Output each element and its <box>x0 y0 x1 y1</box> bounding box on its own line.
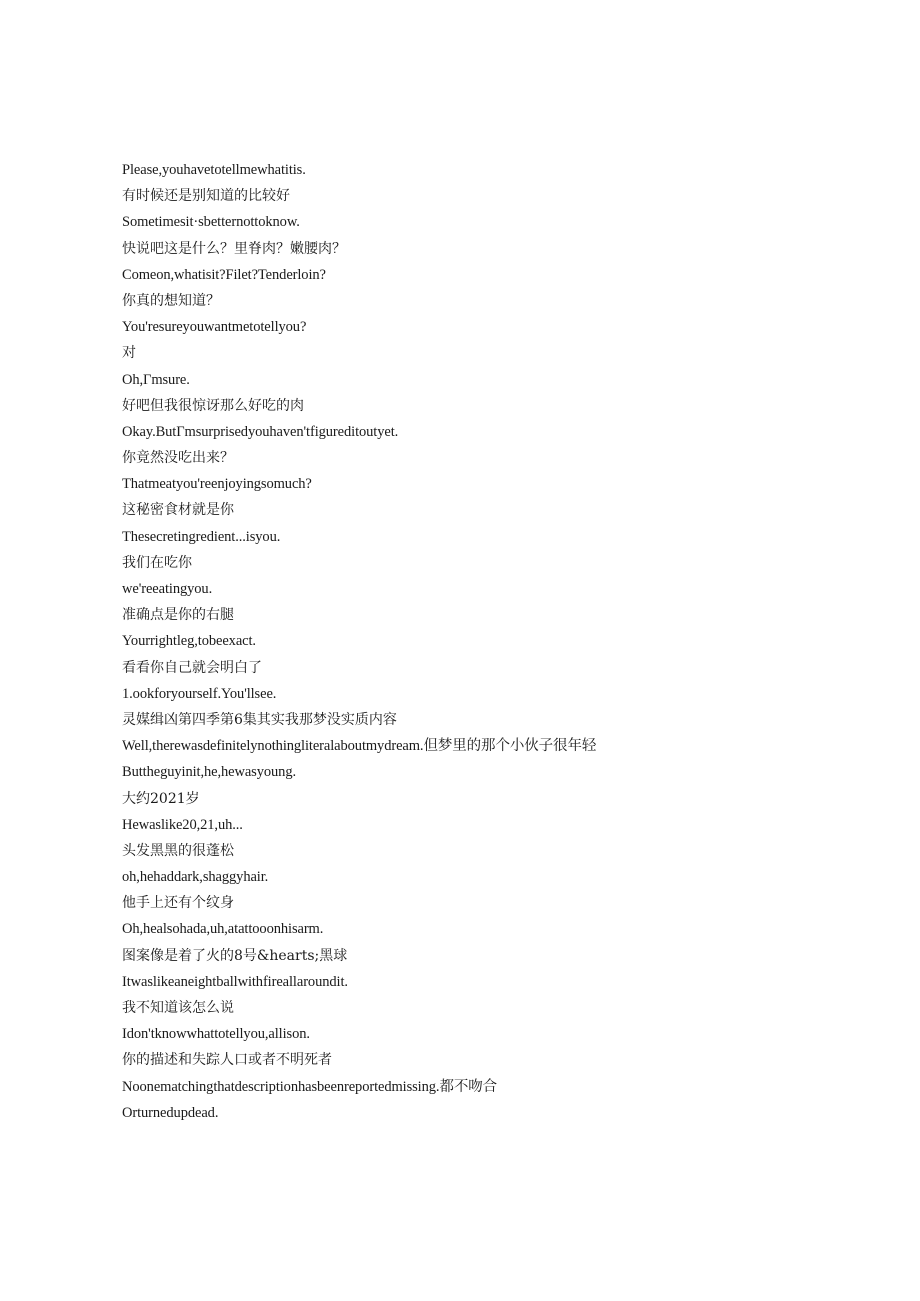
english-subtitle-line: Sometimesit·sbetternottoknow. <box>122 214 300 231</box>
subtitle-lines <box>122 157 822 1126</box>
english-subtitle-line: we'reeatingyou. <box>122 581 213 597</box>
english-subtitle-line: oh,hehaddark,shaggyhair. <box>122 869 269 886</box>
chinese-subtitle-line: 大约2021岁 <box>122 790 200 807</box>
english-subtitle-line: Orturnedupdead. <box>122 1104 219 1121</box>
english-subtitle-line: Please,youhavetotellmewhatitis. <box>122 162 306 178</box>
chinese-subtitle-line: 我不知道该怎么说 <box>122 1000 234 1016</box>
english-subtitle-line: Thatmeatyou'reenjoyingsomuch? <box>122 476 312 493</box>
chinese-subtitle-line: 我们在吃你 <box>122 554 192 571</box>
english-subtitle-line: Thesecretingredient...isyou. <box>122 528 281 545</box>
chinese-subtitle-line: 你真的想知道？ <box>122 292 220 309</box>
chinese-subtitle-line: 对 <box>122 345 136 362</box>
english-subtitle-line: Buttheguyinit,he,hewasyoung. <box>122 764 296 781</box>
english-subtitle-line: Comeon,whatisit?Filet?Tenderloin? <box>122 266 326 283</box>
chinese-subtitle-line: 看看你自己就会明白了 <box>122 659 262 676</box>
chinese-subtitle-line: 好吧但我很惊讶那么好吃的肉 <box>122 397 304 414</box>
chinese-subtitle-line: 有时候还是别知道的比较好 <box>122 188 290 205</box>
chinese-subtitle-line: 这秘密食材就是你 <box>122 502 234 519</box>
english-subtitle-line: Okay.ButΓmsurprisedyouhaven'tfigureditoutyet. <box>122 423 399 440</box>
english-subtitle-line: Hewaslike20,21,uh... <box>122 816 243 833</box>
english-subtitle-line: Idon'tknowwhattotellyou,allison. <box>122 1026 310 1043</box>
chinese-subtitle-line: 头发黑黑的很蓬松 <box>122 842 234 859</box>
english-subtitle-line: Well,therewasdefinitelynothingliteralaboutmydream.但梦里的那个小伙子很年轻 <box>122 738 597 755</box>
chinese-subtitle-line: 快说吧这是什么？里脊肉？嫩腰肉？ <box>122 240 346 257</box>
english-subtitle-line: Oh,Γmsure. <box>122 371 190 388</box>
chinese-subtitle-line: 灵媒缉凶第四季第6集其实我那梦没实质内容 <box>122 711 397 728</box>
english-subtitle-line: Itwaslikeaneightballwithfireallaroundit. <box>122 973 348 990</box>
chinese-subtitle-line: 图案像是着了火的8号&hearts;黑球 <box>122 947 348 964</box>
english-subtitle-line: Yourrightleg,tobeexact. <box>122 633 256 650</box>
english-subtitle-line: 1.ookforyourself.You'llsee. <box>122 685 277 702</box>
english-subtitle-line: You'resureyouwantmetotellyou? <box>122 319 307 336</box>
chinese-subtitle-line: 你的描述和失踪人口或者不明死者 <box>122 1052 332 1069</box>
chinese-subtitle-line: 你竟然没吃出来？ <box>122 450 234 467</box>
chinese-subtitle-line: 准确点是你的右腿 <box>122 607 234 624</box>
english-subtitle-line: Noonematchingthatdescriptionhasbeenreportedmissing.都不吻合 <box>122 1078 498 1095</box>
chinese-subtitle-line: 他手上还有个纹身 <box>122 895 234 912</box>
english-subtitle-line: Oh,healsohada,uh,atattooonhisarm. <box>122 921 324 938</box>
